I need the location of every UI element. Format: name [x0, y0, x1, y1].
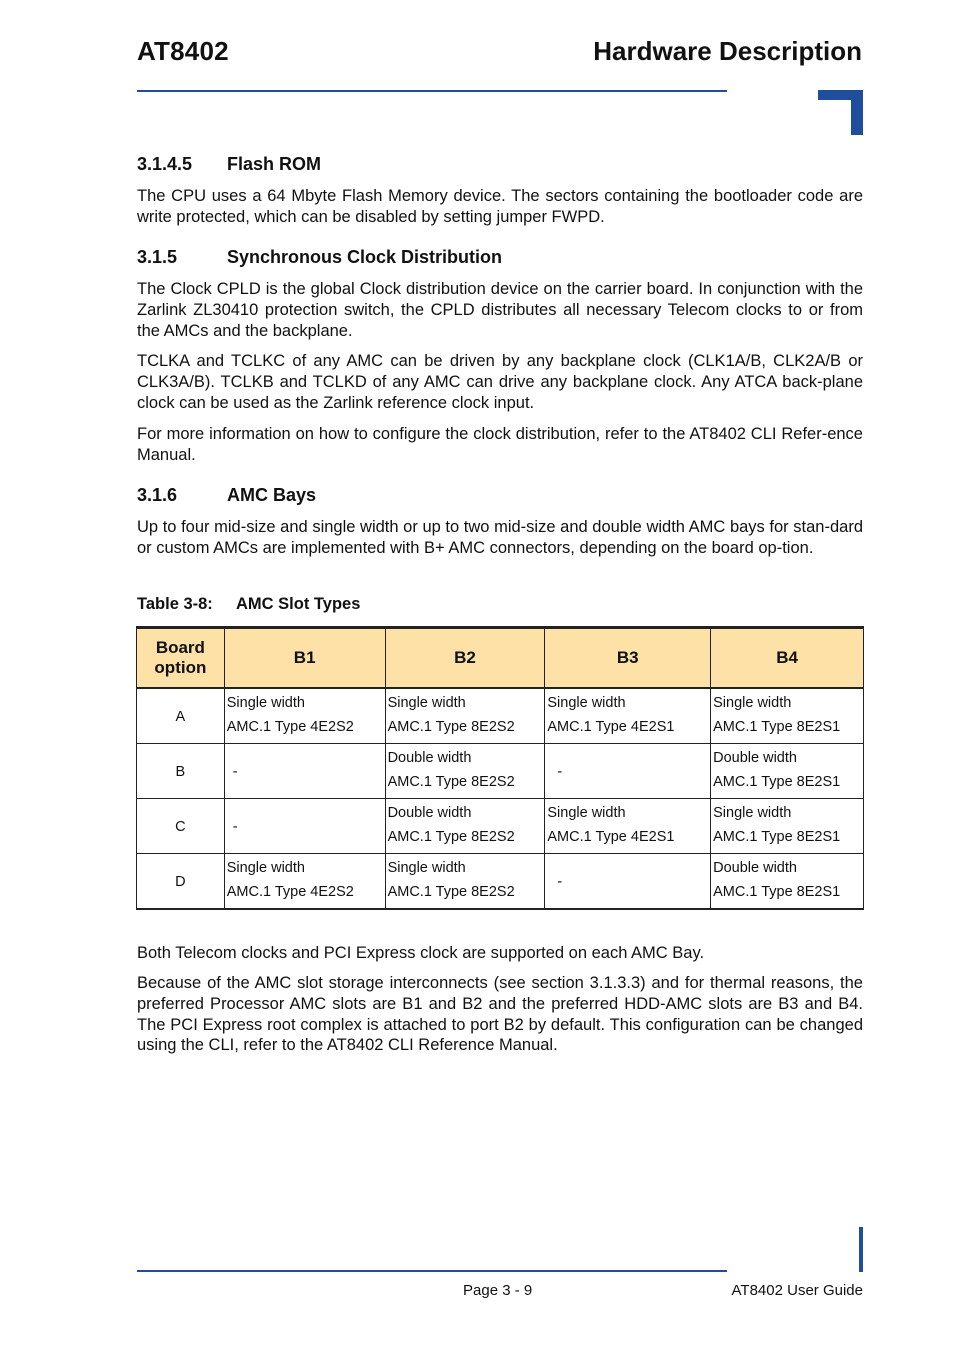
table-caption-number: Table 3-8: — [137, 595, 213, 613]
section-heading-clock-distribution — [137, 247, 502, 268]
board-option-cell: A — [137, 688, 225, 744]
table-row — [137, 688, 864, 744]
chapter-title: Hardware Description — [593, 36, 862, 66]
section-title: AMC Bays — [227, 485, 317, 505]
header-b1: B1 — [224, 628, 385, 689]
slot-cell: Double width AMC.1 Type 8E2S2 — [385, 744, 545, 799]
header-board-option: Board option — [137, 628, 225, 689]
paragraph: Up to four mid-size and single width or up to two mid-size and double width AMC bays for stan-dard or custom AMCs are implemented with B+ AMC connectors, depending on the board op-tion. — [137, 518, 863, 557]
slot-cell: Single width AMC.1 Type 4E2S2 — [224, 688, 385, 744]
section-heading-amc-bays — [137, 485, 316, 506]
board-option-cell: B — [137, 744, 225, 799]
slot-cell: Single width AMC.1 Type 8E2S2 — [385, 688, 545, 744]
header-b3: B3 — [545, 628, 711, 689]
slot-cell: Single width AMC.1 Type 4E2S2 — [224, 854, 385, 910]
paragraph: Because of the AMC slot storage interconnects (see section 3.1.3.3) and for thermal reasons, the preferred Processor AMC slots are B1 and B2 and the preferred HDD-AMC slots are B3 and B4. The PCI Express root complex is attached to port B2 by default. This configuration can be changed using the CLI, refer to the AT8402 CLI Reference Manual. — [137, 974, 863, 1055]
slot-cell: Double width AMC.1 Type 8E2S1 — [711, 854, 864, 910]
amc-slot-types-table — [136, 626, 864, 910]
page-number: Page 3 - 9 — [463, 1282, 533, 1299]
paragraph: Both Telecom clocks and PCI Express clock are supported on each AMC Bay. — [137, 944, 705, 962]
table-header-row — [137, 628, 864, 689]
board-option-cell: D — [137, 854, 225, 910]
slot-cell: Single width AMC.1 Type 8E2S1 — [711, 688, 864, 744]
header-rule — [137, 90, 727, 92]
slot-cell: Single width AMC.1 Type 4E2S1 — [545, 799, 711, 854]
section-number: 3.1.5 — [137, 247, 178, 267]
paragraph: The Clock CPLD is the global Clock distribution device on the carrier board. In conjunction with the Zarlink ZL30410 protection switch, the CPLD distributes all necessary Telecom clocks to or from the AMCs and the backplane. — [137, 280, 863, 340]
section-number: 3.1.4.5 — [137, 154, 193, 174]
table-caption — [137, 595, 360, 614]
section-heading-flash-rom — [137, 154, 321, 175]
slot-cell-empty: - — [545, 744, 711, 799]
table-row — [137, 799, 864, 854]
slot-cell: Single width AMC.1 Type 8E2S1 — [711, 799, 864, 854]
header-corner-mark — [818, 90, 863, 135]
header-b2: B2 — [385, 628, 545, 689]
footer-rule — [137, 1270, 727, 1272]
paragraph: TCLKA and TCLKC of any AMC can be driven by any backplane clock (CLK1A/B, CLK2A/B or CLK3A/B). TCLKB and TCLKD of any AMC can drive any backplane clock. Any ATCA back-plane clock can be used as the Zarlink reference clock input. — [137, 352, 863, 412]
table-caption-title: AMC Slot Types — [236, 595, 361, 613]
slot-cell-empty: - — [224, 744, 385, 799]
paragraph: For more information on how to configure the clock distribution, refer to the AT8402 CLI Refer-ence Manual. — [137, 425, 863, 464]
slot-cell: Double width AMC.1 Type 8E2S1 — [711, 744, 864, 799]
table-row — [137, 744, 864, 799]
header-b4: B4 — [711, 628, 864, 689]
slot-cell: Single width AMC.1 Type 8E2S2 — [385, 854, 545, 910]
section-title: Synchronous Clock Distribution — [227, 247, 503, 267]
paragraph: The CPU uses a 64 Mbyte Flash Memory device. The sectors containing the bootloader code are write protected, which can be disabled by setting jumper FWPD. — [137, 187, 863, 226]
document-title: AT8402 — [137, 36, 229, 66]
slot-cell-empty: - — [545, 854, 711, 910]
table-row — [137, 854, 864, 910]
slot-cell: Single width AMC.1 Type 4E2S1 — [545, 688, 711, 744]
slot-cell: Double width AMC.1 Type 8E2S2 — [385, 799, 545, 854]
section-title: Flash ROM — [227, 154, 322, 174]
footer-corner-mark — [859, 1227, 863, 1272]
slot-cell-empty: - — [224, 799, 385, 854]
section-number: 3.1.6 — [137, 485, 178, 505]
board-option-cell: C — [137, 799, 225, 854]
footer-guide-title: AT8402 User Guide — [731, 1282, 863, 1299]
